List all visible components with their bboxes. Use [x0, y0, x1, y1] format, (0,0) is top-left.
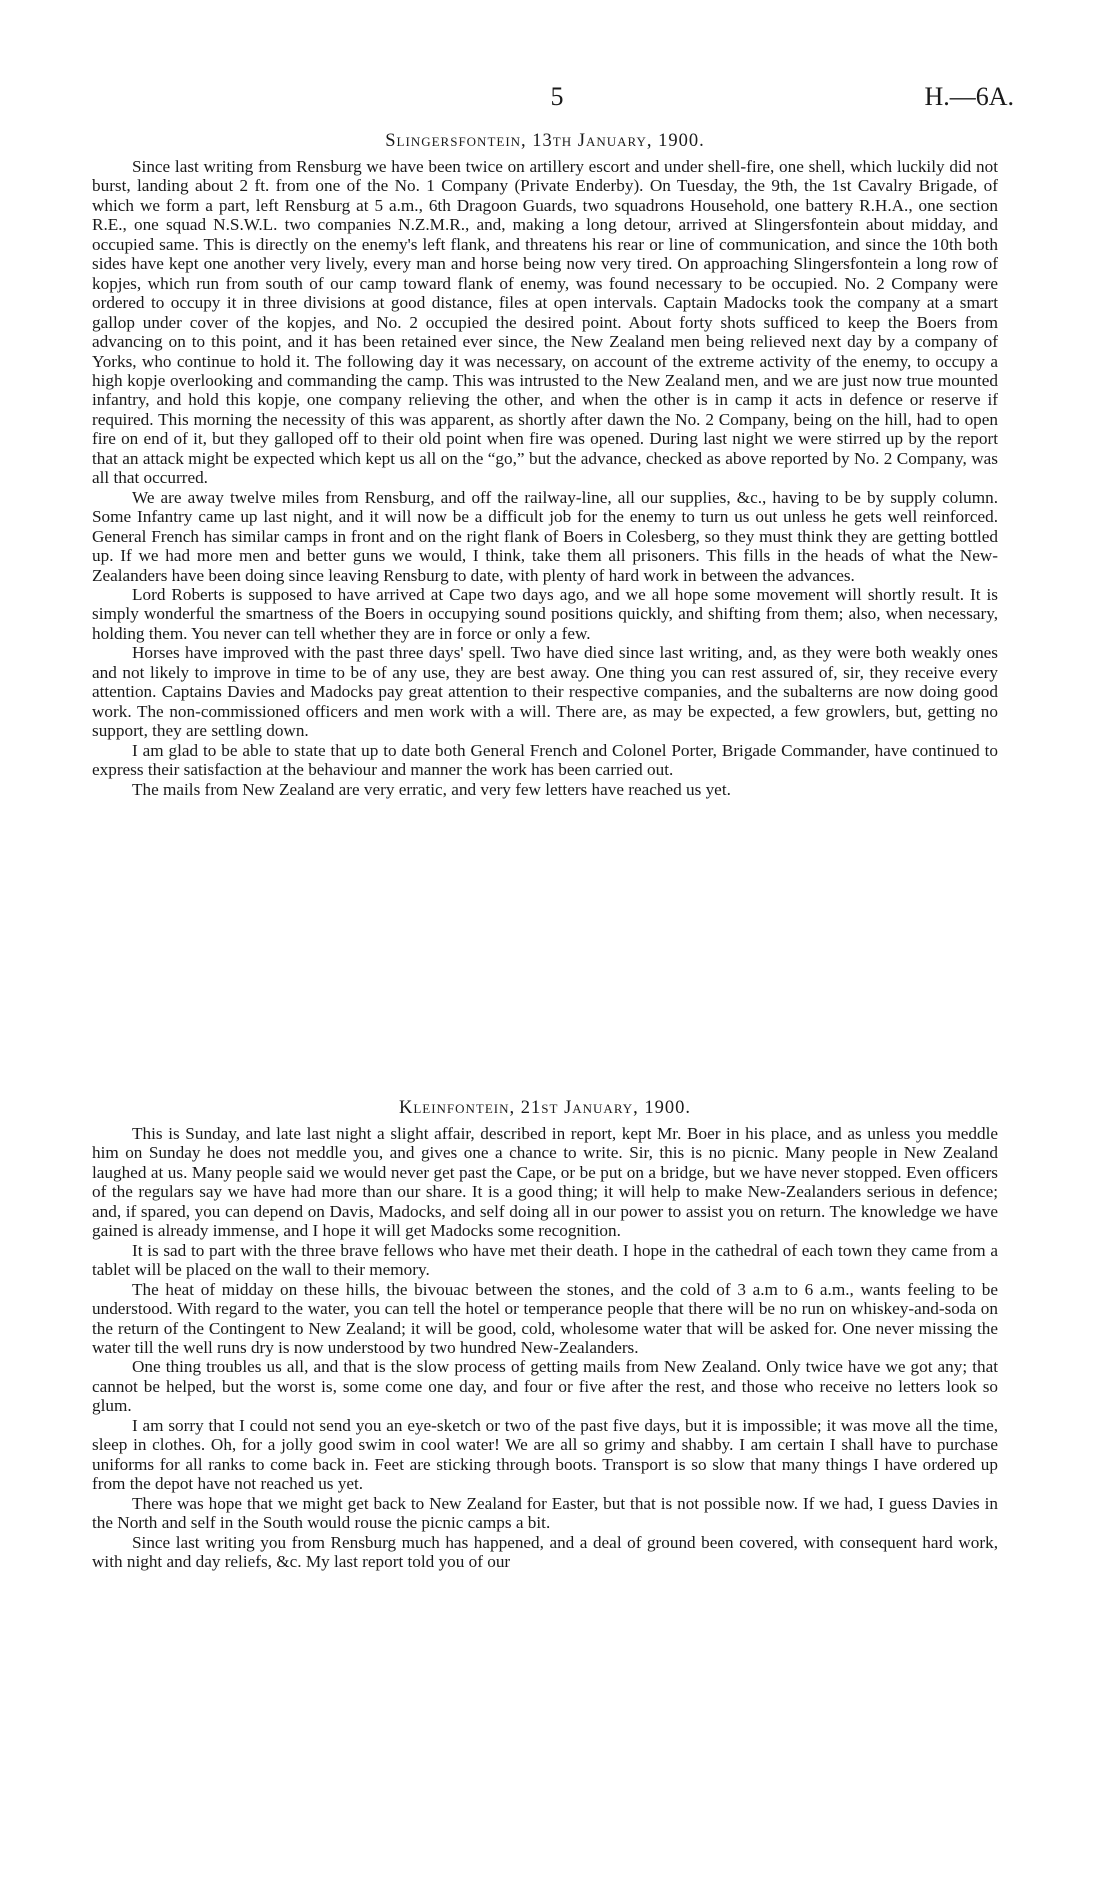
paragraph: I am glad to be able to state that up to date both General French and Colonel Porter, Brigade Commander, have continued to express their satisfaction at the behaviour and manner the work has been carried out. — [92, 740, 998, 780]
paragraph: I am sorry that I could not send you an eye-sketch or two of the past five days, but it is impossible; it was move all the time, sleep in clothes. Oh, for a jolly good swim in cool water! We are all so grimy and shabby. I am certain I shall have to purchase uniforms for all ranks to come back in. Feet are sticking through boots. Transport is so slow that many things I have ordered up from the depot have not reached us yet. — [92, 1415, 998, 1494]
page-number: 5 — [550, 82, 564, 111]
paragraph: Since last writing from Rensburg we have been twice on artillery escort and under shell-fire, one shell, which luckily did not burst, landing about 2 ft. from one of the No. 1 Company (Private Enderby). On Tuesday, the 9th, the 1st Cavalry Brigade, of which we form a part, left Rensburg at 5 a.m., 6th Dragoon Guards, two squadrons Household, one battery R.H.A., one section R.E., one squad N.S.W.L. two companies N.Z.M.R., and, making a long detour, arrived at Slingersfontein about midday, and occupied same. This is directly on the enemy's left flank, and threatens his rear or line of communication, and since the 10th both sides have kept one another very lively, every man and horse being now very tired. On approaching Slingersfontein a long row of kopjes, which run from south of our camp toward flank of enemy, was found necessary to be occupied. No. 2 Company were ordered to occupy it in three divisions at good distance, files at open intervals. Captain Madocks took the company at a smart gallop under cover of the kopjes, and No. 2 occupied the desired point. About forty shots sufficed to keep the Boers from advancing on to this point, and it has been retained ever since, the New Zealand men being relieved next day by a company of Yorks, who continue to hold it. The following day it was necessary, on account of the extreme activity of the enemy, to occupy a high kopje overlooking and commanding the camp. This was intrusted to the New Zealand men, and we are just now true mounted infantry, and hold this kopje, one company relieving the other, and when the other is in camp it acts in defence or reserve if required. This morning the necessity of this was apparent, as shortly after dawn the No. 2 Company, being on the hill, had to open fire on end of it, but they galloped off to their old point when fire was opened. During last night we were stirred up by the report that an attack might be expected which kept us all on the “go,” but the advance, checked as above reported by No. 2 Company, was all that occurred. — [92, 157, 998, 488]
document-reference: H.—6A. — [924, 82, 1014, 111]
paragraph: Horses have improved with the past three days' spell. Two have died since last writing, and, as they were both weakly ones and not likely to improve in time to be of any use, they are best away. One thing you can rest assured of, sir, they receive every attention. Captains Davies and Madocks pay great attention to their respective companies, and the subalterns are now doing good work. The non-commissioned officers and men work with a will. There are, as may be expected, a few growlers, but, getting no support, they are settling down. — [92, 643, 998, 741]
paragraph: The mails from New Zealand are very erratic, and very few letters have reached us yet. — [132, 779, 731, 799]
paragraph: It is sad to part with the three brave fellows who have met their death. I hope in the cathedral of each town they came from a tablet will be placed on the wall to their memory. — [92, 1240, 998, 1280]
section-kleinfontein — [92, 1095, 998, 1571]
paragraph: We are away twelve miles from Rensburg, and off the railway-line, all our supplies, &c., having to be by supply column. Some Infantry came up last night, and it will now be a difficult job for the enemy to turn us out unless he gets well reinforced. General French has similar camps in front and on the right flank of Boers in Colesberg, so they must think they are getting bottled up. If we had more men and better guns we would, I think, take them all prisoners. This fills in the heads of what the New-Zealanders have been doing since leaving Rensburg to date, with plenty of hard work in between the advances. — [92, 487, 998, 585]
paragraph: The heat of midday on these hills, the bivouac between the stones, and the cold of 3 a.m to 6 a.m., wants feeling to be understood. With regard to the water, you can tell the hotel or temperance people that there will be no run on whiskey-and-soda on the return of the Contingent to New Zealand; it will be good, cold, wholesome water that will be asked for. One never missing the water till the well runs dry is now understood by two hundred New-Zealanders. — [92, 1279, 998, 1357]
paragraph: There was hope that we might get back to New Zealand for Easter, but that is not possible now. If we had, I guess Davies in the North and self in the South would rouse the picnic camps a bit. — [92, 1493, 998, 1533]
section-heading: Slingersfontein, 13th January, 1900. — [385, 131, 705, 151]
paragraph: This is Sunday, and late last night a slight affair, described in report, kept Mr. Boer in his place, and as unless you meddle him on Sunday he does not meddle you, and gives one a chance to write. Sir, this is no picnic. Many people in New Zealand laughed at us. Many people said we would never get past the Cape, or be put on a bridge, but we have never stopped. Even officers of the regulars say we have had more than our share. It is a good thing; it will help to make New-Zealanders serious in defence; and, if spared, you can depend on Davis, Madocks, and self doing all in our power to assist you on return. The knowledge we have gained is already immense, and I hope it will get Madocks some recognition. — [92, 1124, 998, 1241]
section-slingersfontein — [92, 128, 998, 799]
paragraph: Since last writing you from Rensburg much has happened, and a deal of ground been covered, with consequent hard work, with night and day reliefs, &c. My last report told you of our — [92, 1532, 998, 1571]
section-heading: Kleinfontein, 21st January, 1900. — [398, 1098, 692, 1118]
paragraph: Lord Roberts is supposed to have arrived at Cape two days ago, and we all hope some movement will shortly result. It is simply wonderful the smartness of the Boers in occupying sound positions quickly, and shifting from them; also, when necessary, holding them. You never can tell whether they are in force or only a few. — [92, 584, 998, 643]
paragraph: One thing troubles us all, and that is the slow process of getting mails from New Zealand. Only twice have we got any; that cannot be helped, but the worst is, some come one day, and four or five after the rest, and those who receive no letters look so glum. — [92, 1357, 998, 1416]
